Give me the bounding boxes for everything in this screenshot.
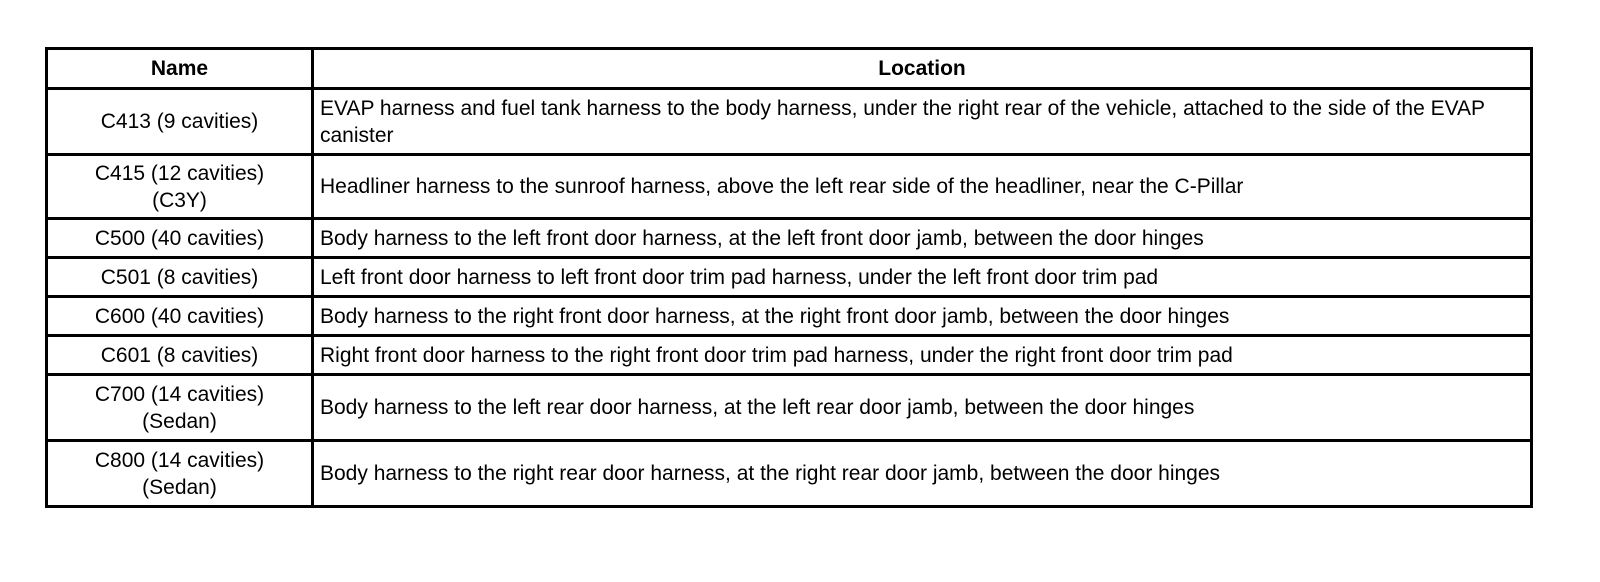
connector-name-cell: [47, 258, 313, 297]
connector-variant: (C3Y): [152, 188, 207, 212]
connector-name-cell: [47, 441, 313, 507]
connector-name-cell: [47, 297, 313, 336]
connector-name: C413 (9 cavities): [100, 110, 259, 133]
connector-location: Left front door harness to left front door trim pad harness, under the left front door trim pad: [313, 258, 1532, 297]
header-location: Location: [313, 49, 1532, 89]
table-row: [47, 336, 1532, 375]
connector-variant: (Sedan): [142, 409, 217, 433]
table-row: [47, 258, 1532, 297]
table-row: [47, 219, 1532, 258]
table-header-row: [47, 49, 1532, 89]
connector-location: Body harness to the right rear door harness, at the right rear door jamb, between the door hinges: [313, 441, 1532, 507]
connector-name: C800 (14 cavities): [94, 448, 265, 472]
connector-table: [45, 47, 1533, 508]
connector-location: Right front door harness to the right front door trim pad harness, under the right front door trim pad: [313, 336, 1532, 375]
table-row: [47, 375, 1532, 441]
table-row: [47, 297, 1532, 336]
connector-table-container: [45, 47, 1530, 508]
connector-name: C601 (8 cavities): [100, 343, 259, 367]
connector-location: Body harness to the right front door harness, at the right front door jamb, between the door hinges: [313, 297, 1532, 336]
connector-variant: (Sedan): [142, 475, 217, 499]
connector-name-cell: [47, 155, 313, 219]
connector-location: Headliner harness to the sunroof harness, above the left rear side of the headliner, near the C-Pillar: [313, 155, 1532, 219]
connector-location: Body harness to the left rear door harness, at the left rear door jamb, between the door hinges: [313, 375, 1532, 441]
connector-name-cell: [47, 219, 313, 258]
connector-name-cell: [47, 89, 313, 155]
connector-name: C501 (8 cavities): [100, 265, 259, 289]
connector-location: Body harness to the left front door harness, at the left front door jamb, between the door hinges: [313, 219, 1532, 258]
table-row: [47, 441, 1532, 507]
connector-name-cell: [47, 336, 313, 375]
connector-name: C415 (12 cavities): [94, 161, 265, 185]
connector-name-cell: [47, 375, 313, 441]
connector-name: C500 (40 cavities): [94, 226, 265, 250]
connector-name: C700 (14 cavities): [94, 382, 265, 406]
connector-location: EVAP harness and fuel tank harness to the body harness, under the right rear of the vehicle, attached to the side of the EVAP canister: [313, 89, 1532, 155]
table-row: [47, 155, 1532, 219]
header-name: Name: [47, 49, 313, 89]
table-row: [47, 89, 1532, 155]
connector-name: C600 (40 cavities): [94, 304, 265, 328]
